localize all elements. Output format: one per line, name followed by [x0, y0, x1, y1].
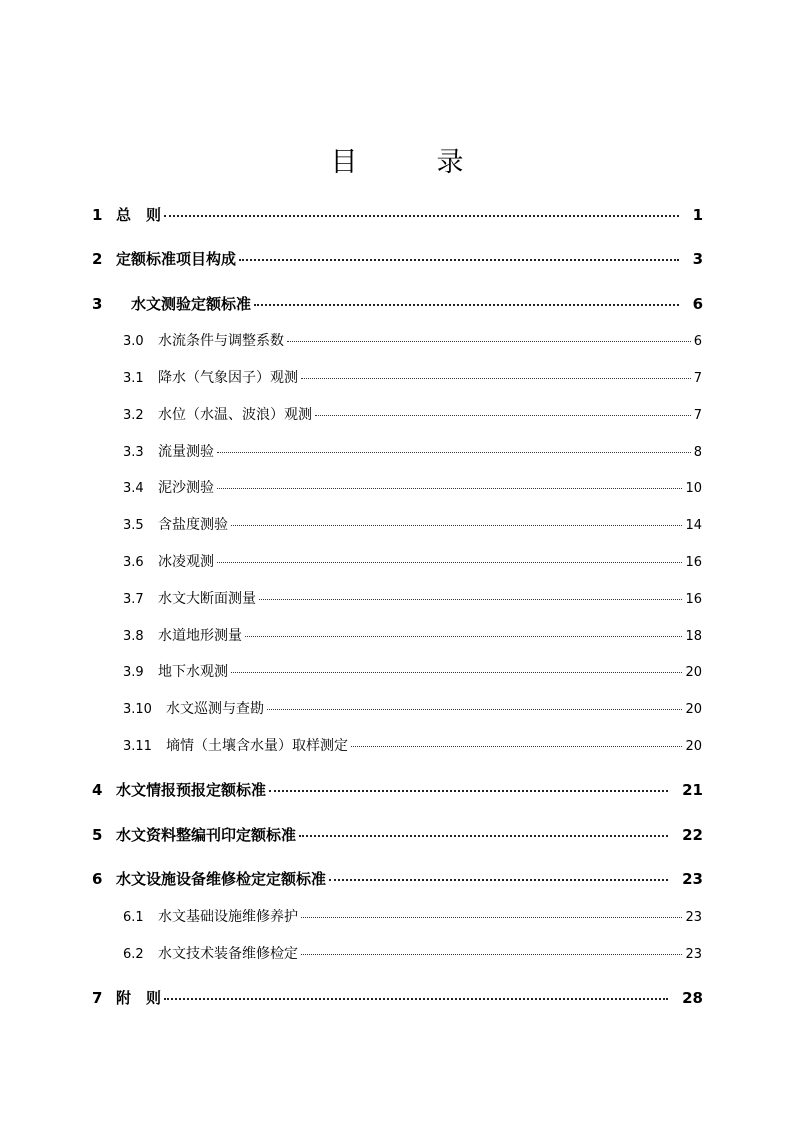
toc-title: 泥沙测验 [158, 480, 214, 496]
toc-entry-3-7[interactable] [123, 588, 702, 608]
toc-title: 水文巡测与查勘 [166, 701, 264, 717]
toc-number: 3.2 [123, 408, 144, 423]
toc-page-number: 7 [693, 371, 702, 386]
toc-page-number: 23 [685, 947, 702, 962]
toc-entry-7[interactable] [92, 987, 703, 1008]
dot-leader [287, 341, 691, 342]
toc-entry-6[interactable] [92, 868, 703, 889]
toc-number: 2 [92, 250, 103, 268]
toc-entry-3-0[interactable] [123, 330, 702, 350]
toc-number: 7 [92, 989, 103, 1007]
toc-entry-3-4[interactable] [123, 477, 702, 497]
toc-page-number: 6 [692, 295, 703, 313]
toc-page-number: 10 [685, 481, 702, 496]
dot-leader [329, 879, 668, 881]
toc-page-number: 23 [685, 910, 702, 925]
toc-page-number: 14 [685, 518, 702, 533]
toc-entry-3-8[interactable] [123, 625, 702, 645]
toc-number: 5 [92, 826, 103, 844]
toc-number: 3.5 [123, 518, 144, 533]
toc-entry-3-2[interactable] [123, 404, 702, 424]
dot-leader [267, 709, 682, 710]
toc-page-number: 16 [685, 592, 702, 607]
toc-title: 地下水观测 [158, 664, 228, 680]
toc-number: 6.2 [123, 947, 144, 962]
dot-leader [231, 525, 682, 526]
toc-number: 3.10 [123, 702, 152, 717]
dot-leader [259, 599, 682, 600]
toc-title: 降水（气象因子）观测 [158, 370, 298, 386]
dot-leader [299, 835, 668, 837]
dot-leader [239, 259, 679, 261]
toc-number: 3.0 [123, 334, 144, 349]
toc-title: 流量测验 [158, 444, 214, 460]
toc-number: 3.6 [123, 555, 144, 570]
dot-leader [301, 378, 691, 379]
toc-number: 4 [92, 781, 103, 799]
toc-page-number: 20 [685, 665, 702, 680]
toc-number: 6.1 [123, 910, 144, 925]
toc-title: 水文情报预报定额标准 [116, 781, 267, 799]
toc-title: 含盐度测验 [158, 517, 228, 533]
toc-title: 水文测验定额标准 [116, 295, 252, 313]
dot-leader [301, 954, 682, 955]
toc-number: 3.8 [123, 629, 144, 644]
toc-entry-3-5[interactable] [123, 514, 702, 534]
toc-entry-5[interactable] [92, 824, 703, 845]
toc-page-number: 20 [685, 702, 702, 717]
dot-leader [217, 562, 682, 563]
dot-leader [301, 917, 682, 918]
toc-title: 水位（水温、波浪）观测 [158, 407, 312, 423]
toc-page-number: 21 [682, 781, 703, 799]
toc-number: 1 [92, 206, 103, 224]
toc-page-number: 22 [682, 826, 703, 844]
toc-page-number: 7 [693, 408, 702, 423]
toc-page-number: 6 [693, 334, 702, 349]
dot-leader [164, 998, 668, 1000]
dot-leader [217, 452, 691, 453]
toc-entry-3[interactable] [92, 293, 703, 314]
toc-entry-3-10[interactable] [123, 698, 702, 718]
toc-title: 水道地形测量 [158, 628, 242, 644]
toc-number: 3.9 [123, 665, 144, 680]
dot-leader [231, 672, 682, 673]
toc-entry-3-11[interactable] [123, 735, 702, 755]
toc-title: 水文技术装备维修检定 [158, 946, 298, 962]
toc-title: 水文资料整编刊印定额标准 [116, 826, 297, 844]
toc-entry-1[interactable] [92, 204, 703, 225]
toc-number: 3.1 [123, 371, 144, 386]
toc-page-number: 18 [685, 629, 702, 644]
toc-number: 3.11 [123, 739, 152, 754]
toc-number: 3.7 [123, 592, 144, 607]
toc-title: 水文基础设施维修养护 [158, 909, 298, 925]
toc-number: 3 [92, 295, 103, 313]
toc-entry-6-1[interactable] [123, 906, 702, 926]
toc-entry-3-1[interactable] [123, 367, 702, 387]
dot-leader [315, 415, 691, 416]
toc-title: 冰凌观测 [158, 554, 214, 570]
dot-leader [164, 215, 679, 217]
toc-title: 水文设施设备维修检定定额标准 [116, 870, 327, 888]
toc-title: 定额标准项目构成 [116, 250, 237, 268]
dot-leader [245, 636, 682, 637]
toc-page-number: 3 [692, 250, 703, 268]
toc-title: 附 则 [116, 989, 162, 1007]
dot-leader [269, 790, 668, 792]
toc-title: 墒情（土壤含水量）取样测定 [166, 738, 348, 754]
toc-number: 6 [92, 870, 103, 888]
dot-leader [351, 746, 682, 747]
page-title: 目 录 [330, 147, 490, 178]
toc-entry-3-9[interactable] [123, 661, 702, 681]
toc-title: 总 则 [116, 206, 162, 224]
dot-leader [217, 488, 682, 489]
toc-number: 3.4 [123, 481, 144, 496]
toc-entry-6-2[interactable] [123, 943, 702, 963]
dot-leader [254, 304, 679, 306]
toc-page-number: 1 [692, 206, 703, 224]
toc-page-number: 16 [685, 555, 702, 570]
toc-entry-3-3[interactable] [123, 441, 702, 461]
toc-title: 水流条件与调整系数 [158, 333, 284, 349]
toc-entry-2[interactable] [92, 248, 703, 269]
toc-number: 3.3 [123, 445, 144, 460]
toc-page-number: 28 [682, 989, 703, 1007]
toc-entry-4[interactable] [92, 779, 703, 800]
toc-entry-3-6[interactable] [123, 551, 702, 571]
toc-page-number: 8 [693, 445, 702, 460]
toc-title: 水文大断面测量 [158, 591, 256, 607]
toc-page-number: 23 [682, 870, 703, 888]
toc-page-number: 20 [685, 739, 702, 754]
